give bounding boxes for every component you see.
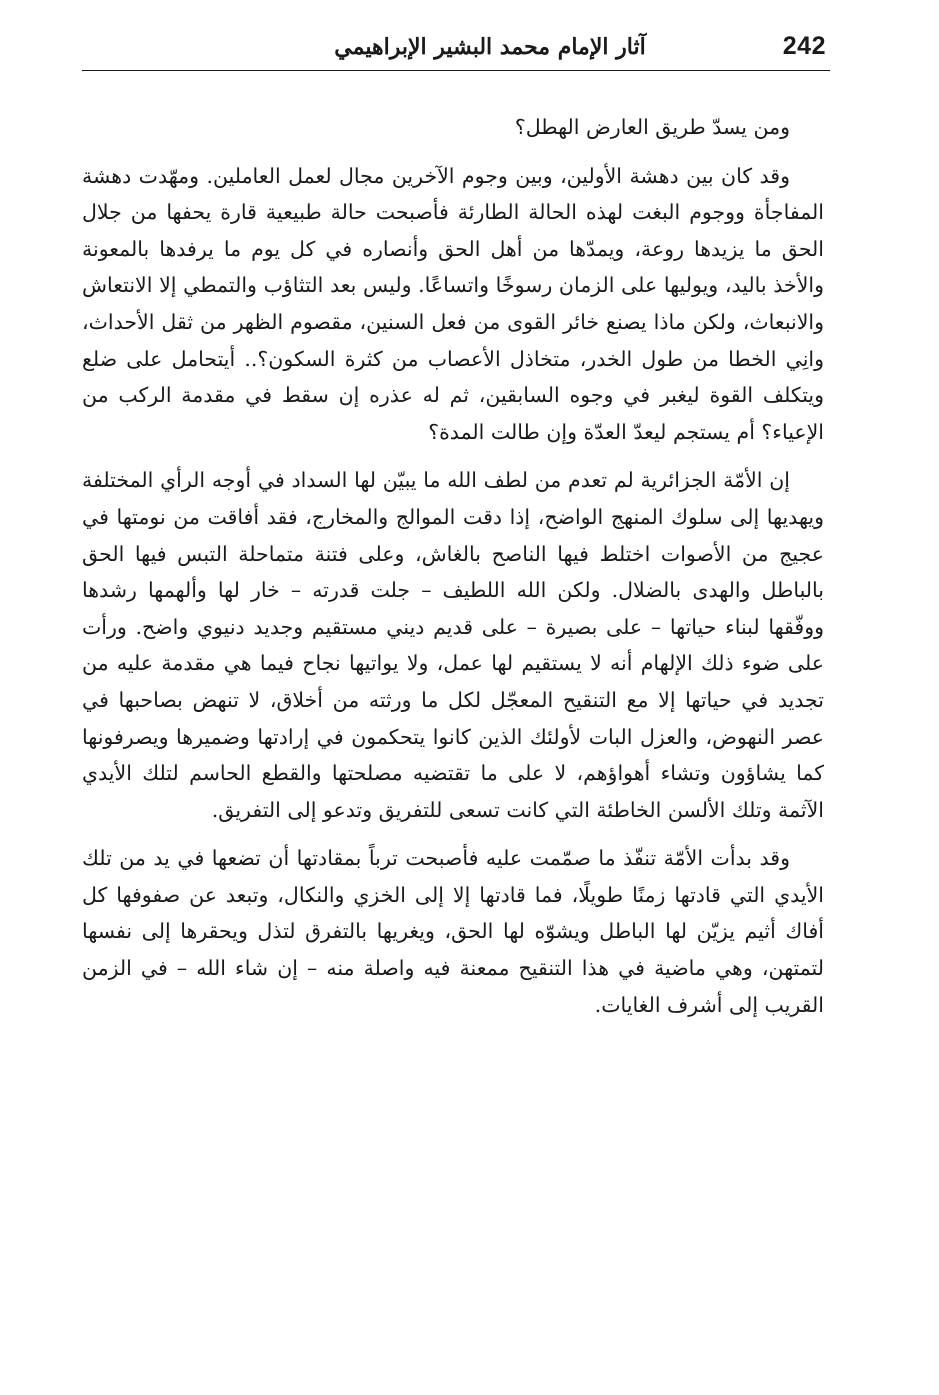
book-page (82, 30, 830, 1017)
body-text (82, 109, 824, 1023)
paragraph-1: وقد كان بين دهشة الأولين، وبين وجوم الآخرين مجال لعمل العاملين. ومهّدت دهشة المفاجأة ووجوم البغت لهذه الحالة الطارئة فأصبحت حالة طبيعية قارة يحفها من جلال الحق ما يزيدها روعة، ويمدّها من أهل الحق وأنصاره في كل يوم ما يرفدها بالمعونة والأخذ باليد، ويوليها على الزمان رسوخًا واتساعًا. وليس بعد التثاؤب والتمطي إلا الانتعاش والانبعاث، ولكن ماذا يصنع خائر القوى من فعل السنين، مقصوم الظهر من ثقل الأحداث، وانِي الخطا من طول الخدر، متخاذل الأعصاب من كثرة السكون؟.. أيتحامل على ضلع ويتكلف القوة ليغبر في وجوه السابقين، ثم له عذره إن سقط في مقدمة الركب من الإعياء؟ أم يستجم ليعدّ العدّة وإن طالت المدة؟ (82, 163, 824, 444)
opening-line: ومن يسدّ طريق العارض الهطل؟ (514, 115, 790, 139)
book-title: آثار الإمام محمد البشير الإبراهيمي (334, 34, 646, 60)
paragraph-2: إن الأمّة الجزائرية لم تعدم من لطف الله ما يبيّن لها السداد في أوجه الرأي المختلفة ويهديها إلى سلوك المنهج الواضح، إذا دقت الموالج والمخارج، فقد أفاقت من نومتها في عجيج من الأصوات اختلط فيها الناصح بالغاش، وعلى فتنة متماحلة التبس فيها الحق بالباطل والهدى بالضلال. ولكن الله اللطيف – جلت قدرته – خار لها وألهمها رشدها ووفّقها لبناء حياتها – على بصيرة – على قديم ديني مستقيم وجديد دنيوي واضح. ورأت على ضوء ذلك الإلهام أنه لا يستقيم لها عمل، ولا يواتيها نجاح فيما هي مقدمة عليه من تجديد في حياتها إلا مع التنقيح المعجّل لكل ما ورثته من أخلاق، لا تنهض بصاحبها في عصر النهوض، والعزل البات لأولئك الذين كانوا يتحكمون في إرادتها وضميرها ويصرفونها كما يشاؤون وتشاء أهواؤهم، لا على ما تقتضيه مصلحتها والقطع الحاسم لتلك الأيدي الآثمة وتلك الألسن الخاطئة التي كانت تسعى للتفريق وتدعو إلى التفريق. (82, 468, 824, 822)
header-rule (82, 70, 830, 71)
paragraph-3: وقد بدأت الأمّة تنفّذ ما صمّمت عليه فأصبحت ترباً بمقادتها أن تضعها في يد من تلك الأيدي التي قادتها زمنًا طويلًا، فما قادتها إلا إلى الخزي والنكال، وتبعد عن صفوفها كل أفاك أثيم يزيّن لها الباطل ويشوّه لها الحق، ويغريها بالتفرق لتذل ويحقرها إلى نفسها لتمتهن، وهي ماضية في هذا التنقيح ممعنة فيه واصلة منه – إن شاء الله – في الزمن القريب إلى أشرف الغايات. (82, 846, 824, 1017)
running-header (82, 30, 830, 70)
page-number: 242 (782, 32, 826, 60)
